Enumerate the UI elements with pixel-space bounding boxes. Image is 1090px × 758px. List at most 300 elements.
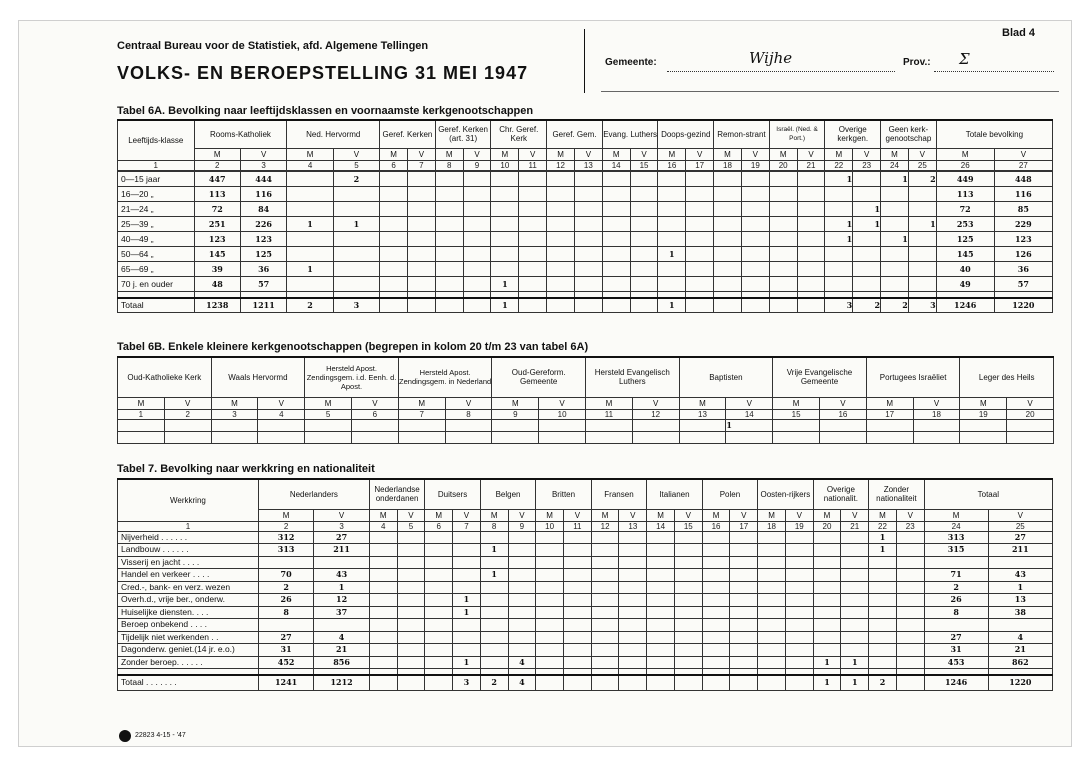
empty-cell[interactable]	[647, 569, 675, 582]
empty-cell[interactable]	[1007, 419, 1054, 431]
empty-cell[interactable]	[425, 581, 453, 594]
empty-cell[interactable]	[407, 187, 435, 202]
value-cell[interactable]: 116	[240, 187, 286, 202]
empty-cell[interactable]	[702, 675, 730, 691]
value-cell[interactable]	[333, 247, 379, 262]
empty-cell[interactable]	[797, 247, 825, 262]
value-cell[interactable]	[314, 619, 369, 632]
value-cell[interactable]: 1	[491, 298, 519, 313]
value-cell[interactable]	[480, 594, 508, 607]
value-cell[interactable]	[853, 262, 881, 277]
empty-cell[interactable]	[369, 544, 397, 557]
value-cell[interactable]	[287, 172, 333, 187]
empty-cell[interactable]	[679, 419, 726, 431]
empty-cell[interactable]	[492, 431, 539, 443]
empty-cell[interactable]	[397, 619, 425, 632]
value-cell[interactable]	[453, 531, 481, 544]
value-cell[interactable]	[658, 217, 686, 232]
value-cell[interactable]	[491, 232, 519, 247]
empty-cell[interactable]	[866, 419, 913, 431]
value-cell[interactable]	[453, 644, 481, 657]
value-cell[interactable]: 2	[881, 298, 909, 313]
empty-cell[interactable]	[435, 187, 463, 202]
empty-cell[interactable]	[519, 262, 547, 277]
empty-cell[interactable]	[769, 298, 797, 313]
value-cell[interactable]	[453, 569, 481, 582]
value-cell[interactable]	[813, 569, 841, 582]
empty-cell[interactable]	[730, 619, 758, 632]
empty-cell[interactable]	[686, 262, 714, 277]
empty-cell[interactable]	[536, 544, 564, 557]
value-cell[interactable]: 49	[936, 277, 994, 292]
empty-cell[interactable]	[730, 556, 758, 569]
empty-cell[interactable]	[730, 581, 758, 594]
empty-cell[interactable]	[773, 431, 820, 443]
empty-cell[interactable]	[369, 606, 397, 619]
value-cell[interactable]: 21	[314, 644, 369, 657]
value-cell[interactable]: 27	[314, 531, 369, 544]
empty-cell[interactable]	[741, 217, 769, 232]
value-cell[interactable]	[508, 531, 536, 544]
value-cell[interactable]: 3	[453, 675, 481, 691]
value-cell[interactable]: 1220	[988, 675, 1052, 691]
value-cell[interactable]	[853, 247, 881, 262]
value-cell[interactable]	[841, 631, 869, 644]
empty-cell[interactable]	[369, 569, 397, 582]
empty-cell[interactable]	[369, 619, 397, 632]
empty-cell[interactable]	[519, 298, 547, 313]
empty-cell[interactable]	[425, 644, 453, 657]
empty-cell[interactable]	[758, 656, 786, 669]
value-cell[interactable]: 85	[994, 202, 1052, 217]
value-cell[interactable]: 1	[480, 544, 508, 557]
value-cell[interactable]: 113	[194, 187, 240, 202]
value-cell[interactable]: 71	[924, 569, 988, 582]
value-cell[interactable]	[508, 569, 536, 582]
value-cell[interactable]	[287, 277, 333, 292]
value-cell[interactable]: 27	[924, 631, 988, 644]
value-cell[interactable]: 453	[924, 656, 988, 669]
value-cell[interactable]	[453, 631, 481, 644]
value-cell[interactable]: 1211	[240, 298, 286, 313]
value-cell[interactable]: 2	[869, 675, 897, 691]
empty-cell[interactable]	[896, 531, 924, 544]
empty-cell[interactable]	[630, 298, 658, 313]
empty-cell[interactable]	[619, 656, 647, 669]
empty-cell[interactable]	[674, 531, 702, 544]
empty-cell[interactable]	[602, 217, 630, 232]
empty-cell[interactable]	[547, 187, 575, 202]
empty-cell[interactable]	[769, 217, 797, 232]
empty-cell[interactable]	[536, 644, 564, 657]
empty-cell[interactable]	[896, 631, 924, 644]
empty-cell[interactable]	[647, 656, 675, 669]
value-cell[interactable]	[491, 172, 519, 187]
empty-cell[interactable]	[539, 431, 586, 443]
empty-cell[interactable]	[769, 232, 797, 247]
empty-cell[interactable]	[797, 232, 825, 247]
empty-cell[interactable]	[397, 556, 425, 569]
empty-cell[interactable]	[425, 675, 453, 691]
value-cell[interactable]	[881, 247, 909, 262]
empty-cell[interactable]	[425, 606, 453, 619]
value-cell[interactable]	[658, 202, 686, 217]
empty-cell[interactable]	[445, 419, 492, 431]
value-cell[interactable]	[869, 594, 897, 607]
value-cell[interactable]	[480, 619, 508, 632]
value-cell[interactable]: 449	[936, 172, 994, 187]
empty-cell[interactable]	[586, 419, 633, 431]
value-cell[interactable]: 72	[194, 202, 240, 217]
empty-cell[interactable]	[398, 431, 445, 443]
empty-cell[interactable]	[758, 631, 786, 644]
value-cell[interactable]	[480, 644, 508, 657]
empty-cell[interactable]	[714, 247, 742, 262]
empty-cell[interactable]	[960, 431, 1007, 443]
gemeente-value[interactable]: Wijhe	[749, 49, 793, 67]
value-cell[interactable]	[869, 569, 897, 582]
value-cell[interactable]: 3	[908, 298, 936, 313]
empty-cell[interactable]	[564, 544, 592, 557]
value-cell[interactable]	[841, 556, 869, 569]
value-cell[interactable]	[813, 581, 841, 594]
value-cell[interactable]: 856	[314, 656, 369, 669]
value-cell[interactable]	[508, 556, 536, 569]
empty-cell[interactable]	[591, 569, 619, 582]
value-cell[interactable]	[508, 544, 536, 557]
value-cell[interactable]	[480, 556, 508, 569]
empty-cell[interactable]	[714, 232, 742, 247]
empty-cell[interactable]	[536, 594, 564, 607]
empty-cell[interactable]	[397, 581, 425, 594]
empty-cell[interactable]	[619, 581, 647, 594]
empty-cell[interactable]	[586, 431, 633, 443]
empty-cell[interactable]	[380, 232, 408, 247]
empty-cell[interactable]	[686, 172, 714, 187]
value-cell[interactable]: 315	[924, 544, 988, 557]
value-cell[interactable]	[813, 556, 841, 569]
empty-cell[interactable]	[564, 531, 592, 544]
value-cell[interactable]: 1	[314, 581, 369, 594]
empty-cell[interactable]	[758, 569, 786, 582]
empty-cell[interactable]	[574, 202, 602, 217]
empty-cell[interactable]	[619, 544, 647, 557]
value-cell[interactable]	[314, 556, 369, 569]
value-cell[interactable]: 43	[314, 569, 369, 582]
empty-cell[interactable]	[896, 656, 924, 669]
empty-cell[interactable]	[407, 202, 435, 217]
value-cell[interactable]: 1	[453, 606, 481, 619]
value-cell[interactable]: 2	[287, 298, 333, 313]
value-cell[interactable]: 70	[258, 569, 313, 582]
empty-cell[interactable]	[380, 298, 408, 313]
empty-cell[interactable]	[463, 298, 491, 313]
empty-cell[interactable]	[425, 619, 453, 632]
empty-cell[interactable]	[574, 172, 602, 187]
empty-cell[interactable]	[407, 172, 435, 187]
value-cell[interactable]	[508, 581, 536, 594]
empty-cell[interactable]	[519, 217, 547, 232]
value-cell[interactable]	[869, 581, 897, 594]
empty-cell[interactable]	[380, 247, 408, 262]
empty-cell[interactable]	[547, 217, 575, 232]
value-cell[interactable]	[924, 619, 988, 632]
empty-cell[interactable]	[632, 419, 679, 431]
value-cell[interactable]	[480, 606, 508, 619]
value-cell[interactable]: 26	[258, 594, 313, 607]
empty-cell[interactable]	[647, 631, 675, 644]
empty-cell[interactable]	[258, 419, 305, 431]
value-cell[interactable]: 113	[936, 187, 994, 202]
empty-cell[interactable]	[519, 187, 547, 202]
empty-cell[interactable]	[547, 262, 575, 277]
value-cell[interactable]	[869, 556, 897, 569]
value-cell[interactable]: 36	[994, 262, 1052, 277]
empty-cell[interactable]	[726, 431, 773, 443]
value-cell[interactable]: 2	[480, 675, 508, 691]
value-cell[interactable]	[853, 172, 881, 187]
empty-cell[interactable]	[630, 202, 658, 217]
empty-cell[interactable]	[574, 247, 602, 262]
empty-cell[interactable]	[435, 277, 463, 292]
empty-cell[interactable]	[647, 619, 675, 632]
empty-cell[interactable]	[714, 202, 742, 217]
value-cell[interactable]: 1	[658, 298, 686, 313]
value-cell[interactable]: 125	[240, 247, 286, 262]
value-cell[interactable]	[813, 594, 841, 607]
empty-cell[interactable]	[758, 619, 786, 632]
empty-cell[interactable]	[574, 217, 602, 232]
empty-cell[interactable]	[647, 606, 675, 619]
empty-cell[interactable]	[369, 656, 397, 669]
empty-cell[interactable]	[896, 594, 924, 607]
value-cell[interactable]: 2	[853, 298, 881, 313]
empty-cell[interactable]	[435, 298, 463, 313]
value-cell[interactable]	[881, 217, 909, 232]
empty-cell[interactable]	[773, 419, 820, 431]
value-cell[interactable]: 2	[258, 581, 313, 594]
empty-cell[interactable]	[574, 298, 602, 313]
empty-cell[interactable]	[425, 631, 453, 644]
empty-cell[interactable]	[785, 675, 813, 691]
value-cell[interactable]	[491, 262, 519, 277]
empty-cell[interactable]	[741, 247, 769, 262]
value-cell[interactable]: 1	[825, 217, 853, 232]
value-cell[interactable]: 1	[453, 594, 481, 607]
empty-cell[interactable]	[797, 262, 825, 277]
value-cell[interactable]	[841, 531, 869, 544]
value-cell[interactable]: 84	[240, 202, 286, 217]
value-cell[interactable]	[841, 644, 869, 657]
empty-cell[interactable]	[435, 232, 463, 247]
empty-cell[interactable]	[730, 656, 758, 669]
empty-cell[interactable]	[369, 556, 397, 569]
empty-cell[interactable]	[564, 631, 592, 644]
value-cell[interactable]: 1	[480, 569, 508, 582]
empty-cell[interactable]	[369, 531, 397, 544]
empty-cell[interactable]	[913, 419, 960, 431]
empty-cell[interactable]	[564, 594, 592, 607]
value-cell[interactable]: 26	[924, 594, 988, 607]
empty-cell[interactable]	[591, 544, 619, 557]
value-cell[interactable]: 447	[194, 172, 240, 187]
empty-cell[interactable]	[896, 581, 924, 594]
empty-cell[interactable]	[536, 556, 564, 569]
value-cell[interactable]	[453, 619, 481, 632]
empty-cell[interactable]	[714, 277, 742, 292]
empty-cell[interactable]	[519, 172, 547, 187]
value-cell[interactable]: 1212	[314, 675, 369, 691]
empty-cell[interactable]	[896, 556, 924, 569]
empty-cell[interactable]	[463, 187, 491, 202]
empty-cell[interactable]	[591, 656, 619, 669]
value-cell[interactable]: 40	[936, 262, 994, 277]
value-cell[interactable]: 2	[333, 172, 379, 187]
empty-cell[interactable]	[425, 531, 453, 544]
value-cell[interactable]: 123	[994, 232, 1052, 247]
empty-cell[interactable]	[352, 431, 399, 443]
value-cell[interactable]	[841, 544, 869, 557]
value-cell[interactable]: 211	[314, 544, 369, 557]
empty-cell[interactable]	[647, 581, 675, 594]
empty-cell[interactable]	[536, 656, 564, 669]
value-cell[interactable]: 1	[491, 277, 519, 292]
value-cell[interactable]	[881, 262, 909, 277]
empty-cell[interactable]	[435, 172, 463, 187]
value-cell[interactable]	[813, 631, 841, 644]
empty-cell[interactable]	[730, 594, 758, 607]
empty-cell[interactable]	[602, 247, 630, 262]
empty-cell[interactable]	[369, 644, 397, 657]
empty-cell[interactable]	[619, 569, 647, 582]
empty-cell[interactable]	[674, 606, 702, 619]
empty-cell[interactable]	[463, 202, 491, 217]
empty-cell[interactable]	[164, 419, 211, 431]
value-cell[interactable]	[258, 556, 313, 569]
empty-cell[interactable]	[536, 631, 564, 644]
empty-cell[interactable]	[435, 202, 463, 217]
empty-cell[interactable]	[536, 619, 564, 632]
empty-cell[interactable]	[797, 298, 825, 313]
empty-cell[interactable]	[463, 277, 491, 292]
value-cell[interactable]: 444	[240, 172, 286, 187]
empty-cell[interactable]	[425, 569, 453, 582]
value-cell[interactable]	[287, 202, 333, 217]
empty-cell[interactable]	[547, 298, 575, 313]
empty-cell[interactable]	[407, 247, 435, 262]
value-cell[interactable]: 1	[453, 656, 481, 669]
empty-cell[interactable]	[686, 277, 714, 292]
value-cell[interactable]: 116	[994, 187, 1052, 202]
empty-cell[interactable]	[369, 675, 397, 691]
empty-cell[interactable]	[769, 187, 797, 202]
empty-cell[interactable]	[602, 277, 630, 292]
value-cell[interactable]: 48	[194, 277, 240, 292]
value-cell[interactable]	[825, 247, 853, 262]
empty-cell[interactable]	[380, 277, 408, 292]
empty-cell[interactable]	[674, 569, 702, 582]
value-cell[interactable]	[258, 619, 313, 632]
empty-cell[interactable]	[591, 619, 619, 632]
empty-cell[interactable]	[425, 556, 453, 569]
empty-cell[interactable]	[702, 619, 730, 632]
value-cell[interactable]	[825, 202, 853, 217]
empty-cell[interactable]	[896, 544, 924, 557]
empty-cell[interactable]	[492, 419, 539, 431]
value-cell[interactable]: 36	[240, 262, 286, 277]
value-cell[interactable]	[869, 606, 897, 619]
empty-cell[interactable]	[647, 544, 675, 557]
empty-cell[interactable]	[758, 556, 786, 569]
value-cell[interactable]	[491, 187, 519, 202]
value-cell[interactable]	[841, 606, 869, 619]
value-cell[interactable]	[988, 556, 1052, 569]
empty-cell[interactable]	[758, 644, 786, 657]
empty-cell[interactable]	[397, 656, 425, 669]
value-cell[interactable]: 72	[936, 202, 994, 217]
value-cell[interactable]	[508, 606, 536, 619]
value-cell[interactable]: 448	[994, 172, 1052, 187]
value-cell[interactable]	[825, 277, 853, 292]
empty-cell[interactable]	[769, 247, 797, 262]
value-cell[interactable]: 251	[194, 217, 240, 232]
value-cell[interactable]	[869, 631, 897, 644]
empty-cell[interactable]	[602, 202, 630, 217]
empty-cell[interactable]	[435, 217, 463, 232]
empty-cell[interactable]	[785, 531, 813, 544]
value-cell[interactable]: 57	[240, 277, 286, 292]
empty-cell[interactable]	[602, 298, 630, 313]
value-cell[interactable]	[480, 581, 508, 594]
value-cell[interactable]: 1	[287, 262, 333, 277]
empty-cell[interactable]	[164, 431, 211, 443]
empty-cell[interactable]	[407, 262, 435, 277]
value-cell[interactable]	[508, 631, 536, 644]
empty-cell[interactable]	[463, 262, 491, 277]
value-cell[interactable]	[287, 247, 333, 262]
value-cell[interactable]: 123	[240, 232, 286, 247]
value-cell[interactable]: 1241	[258, 675, 313, 691]
value-cell[interactable]	[869, 619, 897, 632]
empty-cell[interactable]	[539, 419, 586, 431]
empty-cell[interactable]	[397, 594, 425, 607]
empty-cell[interactable]	[118, 431, 165, 443]
value-cell[interactable]: 4	[508, 656, 536, 669]
empty-cell[interactable]	[702, 581, 730, 594]
empty-cell[interactable]	[866, 431, 913, 443]
empty-cell[interactable]	[619, 556, 647, 569]
value-cell[interactable]: 13	[988, 594, 1052, 607]
empty-cell[interactable]	[564, 556, 592, 569]
empty-cell[interactable]	[397, 675, 425, 691]
empty-cell[interactable]	[630, 187, 658, 202]
empty-cell[interactable]	[463, 172, 491, 187]
empty-cell[interactable]	[797, 202, 825, 217]
value-cell[interactable]	[908, 262, 936, 277]
empty-cell[interactable]	[536, 675, 564, 691]
value-cell[interactable]: 253	[936, 217, 994, 232]
empty-cell[interactable]	[591, 675, 619, 691]
value-cell[interactable]	[881, 187, 909, 202]
empty-cell[interactable]	[536, 581, 564, 594]
value-cell[interactable]	[480, 656, 508, 669]
empty-cell[interactable]	[702, 531, 730, 544]
value-cell[interactable]	[658, 277, 686, 292]
value-cell[interactable]: 1	[841, 656, 869, 669]
empty-cell[interactable]	[425, 544, 453, 557]
empty-cell[interactable]	[591, 531, 619, 544]
value-cell[interactable]	[841, 581, 869, 594]
